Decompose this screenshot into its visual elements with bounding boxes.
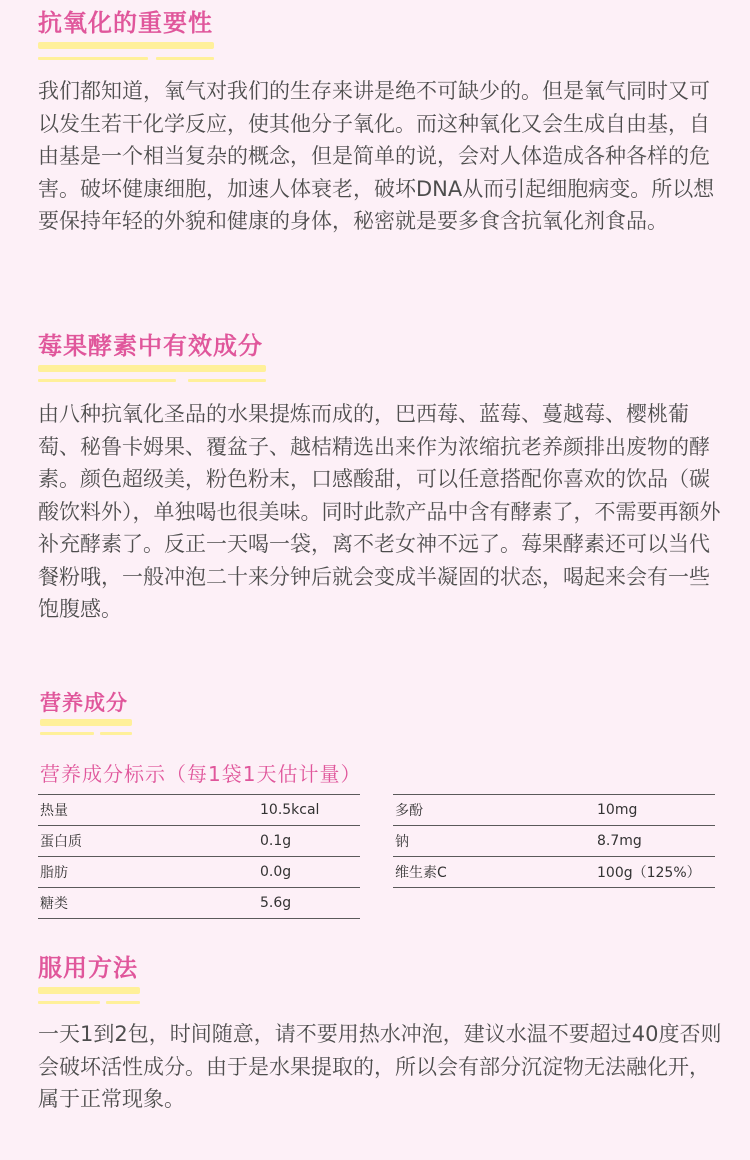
nutrient-name: 脂肪 — [38, 857, 260, 888]
antioxidant-body: 我们都知道，氧气对我们的生存来讲是绝不可缺少的。但是氧气同时又可以发生若干化学反应，使其他分子氧化。而这种氧化又会生成自由基，自由基是一个相当复杂的概念，但是简单的说，会对人体造成各种各样的危害。破坏健康细胞，加速人体衰老，破坏DNA从而引起细胞病变。所以想要保持年轻的外貌和健康的身体，秘密就是要多食含抗氧化剂食品。 — [38, 79, 715, 233]
nutrition-title-underline-b — [100, 732, 132, 735]
table-row — [393, 795, 715, 826]
nutrition-subtitle: 营养成分标示（每1袋1天估计量） — [40, 762, 362, 786]
nutrient-value: 5.6g — [260, 888, 360, 919]
nutrition-table-left — [38, 794, 360, 919]
section-usage — [0, 953, 750, 983]
nutrient-value: 0.1g — [260, 826, 360, 857]
nutrient-name: 糖类 — [38, 888, 260, 919]
usage-title: 服用方法 — [38, 954, 138, 982]
usage-title-highlight — [38, 987, 140, 994]
table-row — [38, 826, 360, 857]
section-ingredients — [0, 331, 750, 361]
table-row — [38, 795, 360, 826]
ingredients-title-underline-a — [38, 379, 176, 382]
antioxidant-title: 抗氧化的重要性 — [38, 9, 213, 37]
nutrient-name: 蛋白质 — [38, 826, 260, 857]
ingredients-body: 由八种抗氧化圣品的水果提炼而成的，巴西莓、蓝莓、蔓越莓、樱桃葡萄、秘鲁卡姆果、覆盆子、越桔精选出来作为浓缩抗老养颜排出废物的酵素。颜色超级美，粉色粉末，口感酸甜，可以任意搭配你喜欢的饮品（碳酸饮料外），单独喝也很美味。同时此款产品中含有酵素了，不需要再额外补充酵素了。反正一天喝一袋，离不老女神不远了。莓果酵素还可以当代餐粉哦，一般冲泡二十来分钟后就会变成半凝固的状态，喝起来会有一些饱腹感。 — [38, 402, 721, 621]
table-row — [393, 826, 715, 857]
ingredients-title-underline-b — [188, 379, 266, 382]
nutrient-value: 100g（125%） — [597, 857, 715, 888]
nutrition-title-underline-a — [40, 732, 94, 735]
ingredients-title: 莓果酵素中有效成分 — [38, 332, 263, 360]
section-nutrition — [0, 688, 750, 718]
antioxidant-title-underline-a — [38, 57, 148, 60]
nutrient-name: 维生素C — [393, 857, 597, 888]
usage-title-underline-a — [38, 1001, 100, 1004]
nutrient-name: 热量 — [38, 795, 260, 826]
nutrient-value: 10mg — [597, 795, 715, 826]
nutrition-heading — [40, 688, 128, 718]
usage-heading — [38, 953, 138, 983]
nutrition-title-highlight — [40, 719, 132, 726]
usage-body: 一天1到2包，时间随意，请不要用热水冲泡，建议水温不要超过40度否则会破坏活性成分。由于是水果提取的，所以会有部分沉淀物无法融化开，属于正常现象。 — [38, 1022, 722, 1111]
antioxidant-title-underline-b — [156, 57, 214, 60]
nutrient-value: 8.7mg — [597, 826, 715, 857]
ingredients-heading — [38, 331, 263, 361]
nutrition-table-right — [393, 794, 715, 888]
ingredients-title-highlight — [38, 365, 266, 372]
nutrient-name: 钠 — [393, 826, 597, 857]
nutrient-value: 10.5kcal — [260, 795, 360, 826]
antioxidant-heading — [38, 8, 213, 38]
antioxidant-title-highlight — [38, 42, 214, 49]
nutrient-name: 多酚 — [393, 795, 597, 826]
nutrition-title: 营养成分 — [40, 691, 128, 715]
usage-title-underline-b — [106, 1001, 140, 1004]
table-row — [38, 857, 360, 888]
table-row — [38, 888, 360, 919]
section-antioxidant — [0, 8, 750, 38]
table-row — [393, 857, 715, 888]
nutrient-value: 0.0g — [260, 857, 360, 888]
